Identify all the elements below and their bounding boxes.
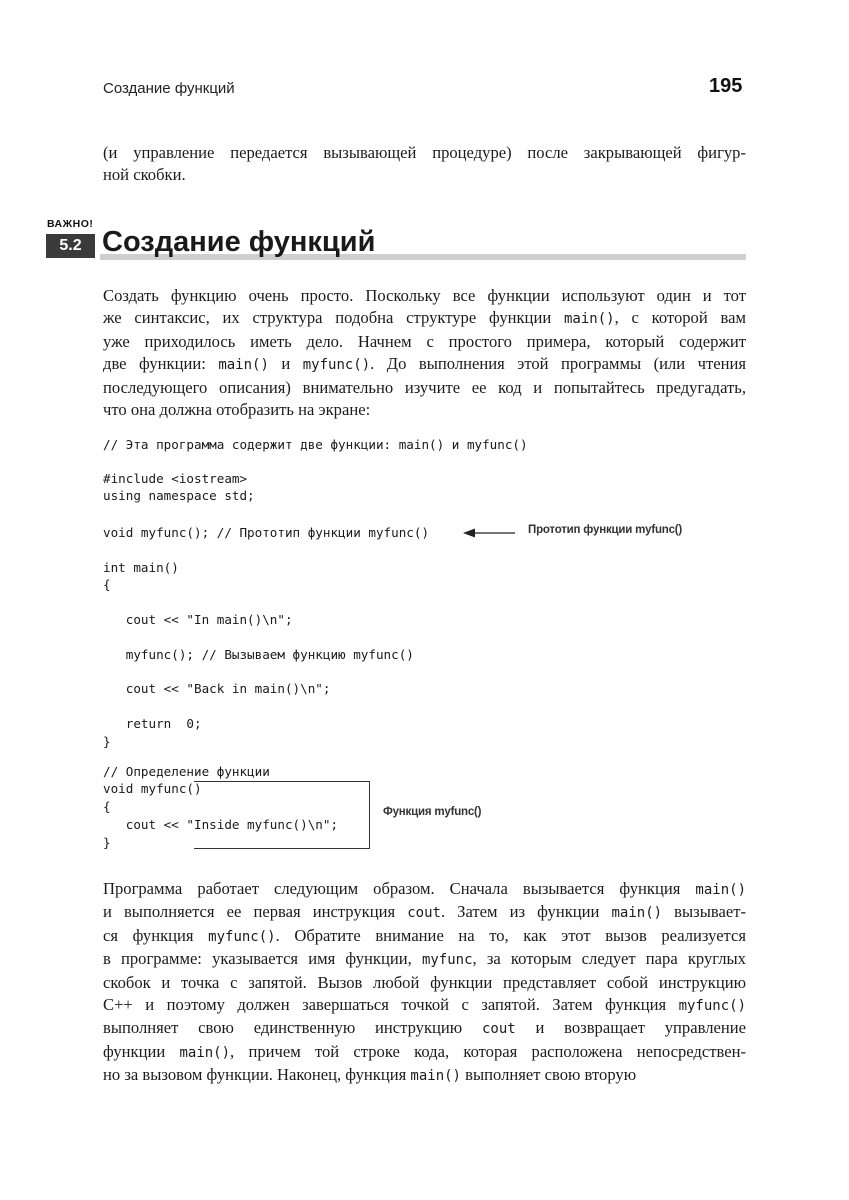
code-line: using namespace std; [103, 488, 255, 503]
inline-code: main() [410, 1068, 461, 1085]
explanation-paragraph [103, 878, 746, 1088]
text-line: уже приходилось иметь дело. Начнем с простого примера, который содержит [103, 331, 746, 351]
section-paragraph [103, 285, 746, 421]
inline-code: main() [611, 905, 663, 922]
text-line [103, 353, 746, 376]
text-line: Создать функцию очень просто. Поскольку все функции используют один и тот [103, 286, 746, 305]
code-line: void myfunc() [103, 781, 202, 796]
page-number: 195 [709, 75, 743, 97]
text-line: ной скобки. [103, 165, 186, 185]
inline-code: myfunc() [302, 357, 371, 374]
code-line: #include <iostream> [103, 471, 248, 486]
code-line: { [103, 577, 111, 592]
code-line: void myfunc(); // Прототип функции myfunc() [103, 525, 430, 540]
text-segment: выполняет свою единственную инструкцию [103, 1018, 482, 1038]
important-badge-label: ВАЖНО! [47, 218, 94, 230]
inline-code: main() [563, 311, 615, 328]
text-line [103, 901, 746, 924]
text-segment: но за вызовом функции. Наконец, функция [103, 1065, 411, 1085]
text-segment: . Затем из функции [440, 902, 612, 922]
text-segment: . Обратите внимание на то, как этот вызов реализуется [275, 925, 747, 945]
code-line: cout << "Inside myfunc()\n"; [103, 817, 339, 832]
code-line: } [103, 734, 111, 749]
code-line: // Определение функции [103, 764, 270, 779]
text-segment: и выполняется ее первая инструкция [103, 902, 408, 922]
text-segment: же синтаксис, их структура подобна структуре функции [103, 308, 564, 328]
text-line [103, 1017, 746, 1040]
text-segment: , с которой вам [614, 308, 746, 328]
intro-paragraph [103, 142, 746, 187]
code-line: myfunc(); // Вызываем функцию myfunc() [103, 647, 414, 662]
text-segment: , причем той строке кода, которая расположена непосредствен- [230, 1041, 746, 1061]
text-line: скобок и точка с запятой. Вызов любой функции представляет собой инструкцию [103, 972, 746, 992]
section-number-badge: 5.2 [46, 234, 95, 258]
text-segment: Программа работает следующим образом. Сначала вызывается функция [103, 879, 696, 898]
running-head: Создание функций [103, 80, 235, 97]
code-line: cout << "In main()\n"; [103, 612, 293, 627]
inline-code: myfunc() [208, 928, 276, 945]
text-segment: ся функция [103, 925, 209, 945]
section-title: Создание функций [102, 226, 376, 258]
text-segment: , за которым следует пара круглых [472, 949, 746, 969]
text-line [103, 1064, 746, 1087]
function-annotation: Функция myfunc() [383, 806, 482, 818]
prototype-annotation: Прототип функции myfunc() [528, 524, 683, 536]
text-segment: выполняет свою вторую [460, 1065, 637, 1085]
inline-code: cout [407, 905, 441, 922]
text-line [103, 948, 746, 971]
inline-code: myfunc [421, 952, 473, 969]
text-line [103, 994, 746, 1017]
code-line: // Эта программа содержит две функции: main() и myfunc() [103, 437, 528, 452]
code-line: return 0; [103, 716, 202, 731]
text-segment: C++ и поэтому должен завершаться точкой с запятой. Затем функция [103, 995, 679, 1015]
inline-code: main() [695, 882, 746, 898]
text-line [103, 307, 746, 330]
text-segment: и возвращает управление [515, 1018, 746, 1038]
code-line: } [103, 835, 111, 850]
text-line: последующего описания) внимательно изучите ее код и попытайтесь предугадать, [103, 377, 746, 397]
code-line: { [103, 799, 111, 814]
arrow-left-icon [463, 527, 515, 539]
text-segment: две функции: [103, 354, 219, 374]
inline-code: myfunc() [678, 998, 746, 1015]
code-line: cout << "Back in main()\n"; [103, 681, 331, 696]
text-line: что она должна отобразить на экране: [103, 400, 371, 420]
inline-code: main() [218, 357, 269, 374]
text-line [103, 925, 746, 948]
inline-code: main() [179, 1044, 231, 1061]
text-segment: функции [103, 1041, 180, 1061]
text-line: (и управление передается вызывающей процедуре) после закрывающей фигур- [103, 143, 746, 162]
text-segment: в программе: указывается имя функции, [103, 949, 422, 969]
text-line [103, 878, 746, 901]
text-segment: . До выполнения этой программы (или чтения [370, 354, 746, 374]
text-line [103, 1041, 746, 1064]
code-line: int main() [103, 560, 179, 575]
text-segment: вызывает- [662, 902, 746, 922]
function-bracket-box [194, 781, 370, 849]
text-segment: и [268, 354, 303, 374]
inline-code: cout [481, 1021, 516, 1038]
